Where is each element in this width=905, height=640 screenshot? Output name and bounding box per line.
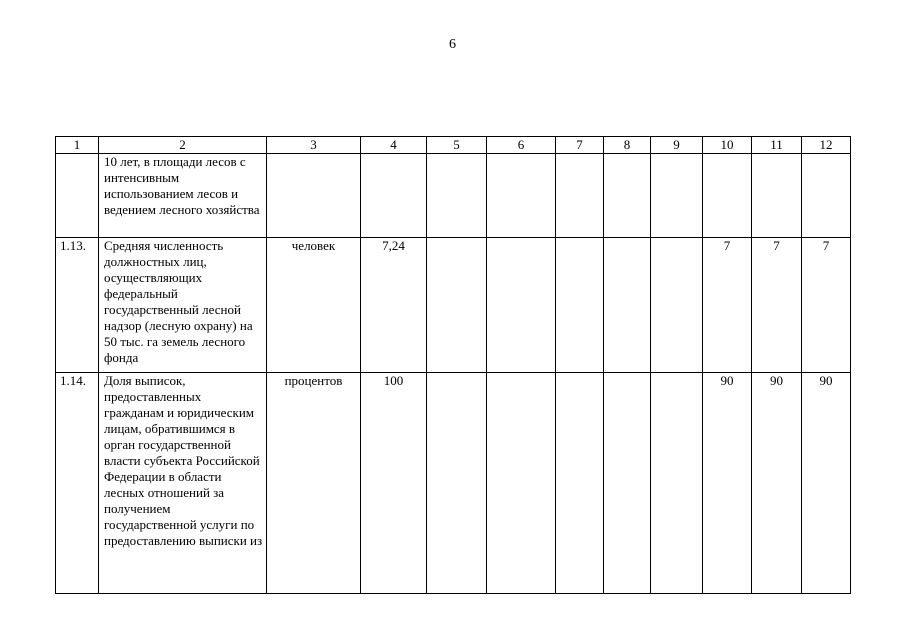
unit-cell: человек: [267, 238, 361, 373]
row-number: 1.14.: [56, 373, 99, 594]
value-cell-7: [556, 373, 604, 594]
value-cell-5: [427, 373, 487, 594]
page-number: 6: [449, 37, 456, 52]
table-row: [56, 373, 851, 594]
table-header-row: [56, 137, 851, 154]
unit-cell: процентов: [267, 373, 361, 594]
value-cell-10: 7: [703, 238, 752, 373]
value-cell-11: [752, 154, 802, 238]
value-cell-5: [427, 154, 487, 238]
base-value-cell: [361, 154, 427, 238]
value-cell-6: [487, 373, 556, 594]
base-value-cell: 7,24: [361, 238, 427, 373]
row-number: 1.13.: [56, 238, 99, 373]
header-col-11: 11: [752, 137, 802, 154]
indicators-table: [55, 136, 851, 594]
value-cell-8: [604, 154, 651, 238]
header-col-12: 12: [802, 137, 851, 154]
value-cell-9: [651, 373, 703, 594]
value-cell-10: [703, 154, 752, 238]
header-col-5: 5: [427, 137, 487, 154]
base-value-cell: 100: [361, 373, 427, 594]
value-cell-9: [651, 238, 703, 373]
indicator-description: 10 лет, в площади лесов с интенсивным использованием лесов и ведением лесного хозяйства: [99, 154, 267, 238]
indicator-description: Средняя численность должностных лиц, осуществляющих федеральный государственный лесной надзор (лесную охрану) на 50 тыс. га земель лесного фонда: [99, 238, 267, 373]
row-number: [56, 154, 99, 238]
indicator-description: Доля выписок, предоставленных гражданам и юридическим лицам, обратившимся в орган государственной власти субъекта Российской Федерации в области лесных отношений за получением государственной услуги по предоставлению выписки из: [99, 373, 267, 594]
value-cell-7: [556, 154, 604, 238]
value-cell-11: 7: [752, 238, 802, 373]
header-col-9: 9: [651, 137, 703, 154]
value-cell-12: 7: [802, 238, 851, 373]
value-cell-5: [427, 238, 487, 373]
value-cell-9: [651, 154, 703, 238]
header-col-10: 10: [703, 137, 752, 154]
value-cell-12: 90: [802, 373, 851, 594]
header-col-2: 2: [99, 137, 267, 154]
value-cell-8: [604, 238, 651, 373]
unit-cell: [267, 154, 361, 238]
table-row: [56, 238, 851, 373]
header-col-6: 6: [487, 137, 556, 154]
header-col-4: 4: [361, 137, 427, 154]
value-cell-6: [487, 154, 556, 238]
value-cell-6: [487, 238, 556, 373]
value-cell-7: [556, 238, 604, 373]
header-col-3: 3: [267, 137, 361, 154]
table-row: [56, 154, 851, 238]
value-cell-11: 90: [752, 373, 802, 594]
header-col-8: 8: [604, 137, 651, 154]
value-cell-8: [604, 373, 651, 594]
value-cell-10: 90: [703, 373, 752, 594]
value-cell-12: [802, 154, 851, 238]
header-col-1: 1: [56, 137, 99, 154]
header-col-7: 7: [556, 137, 604, 154]
